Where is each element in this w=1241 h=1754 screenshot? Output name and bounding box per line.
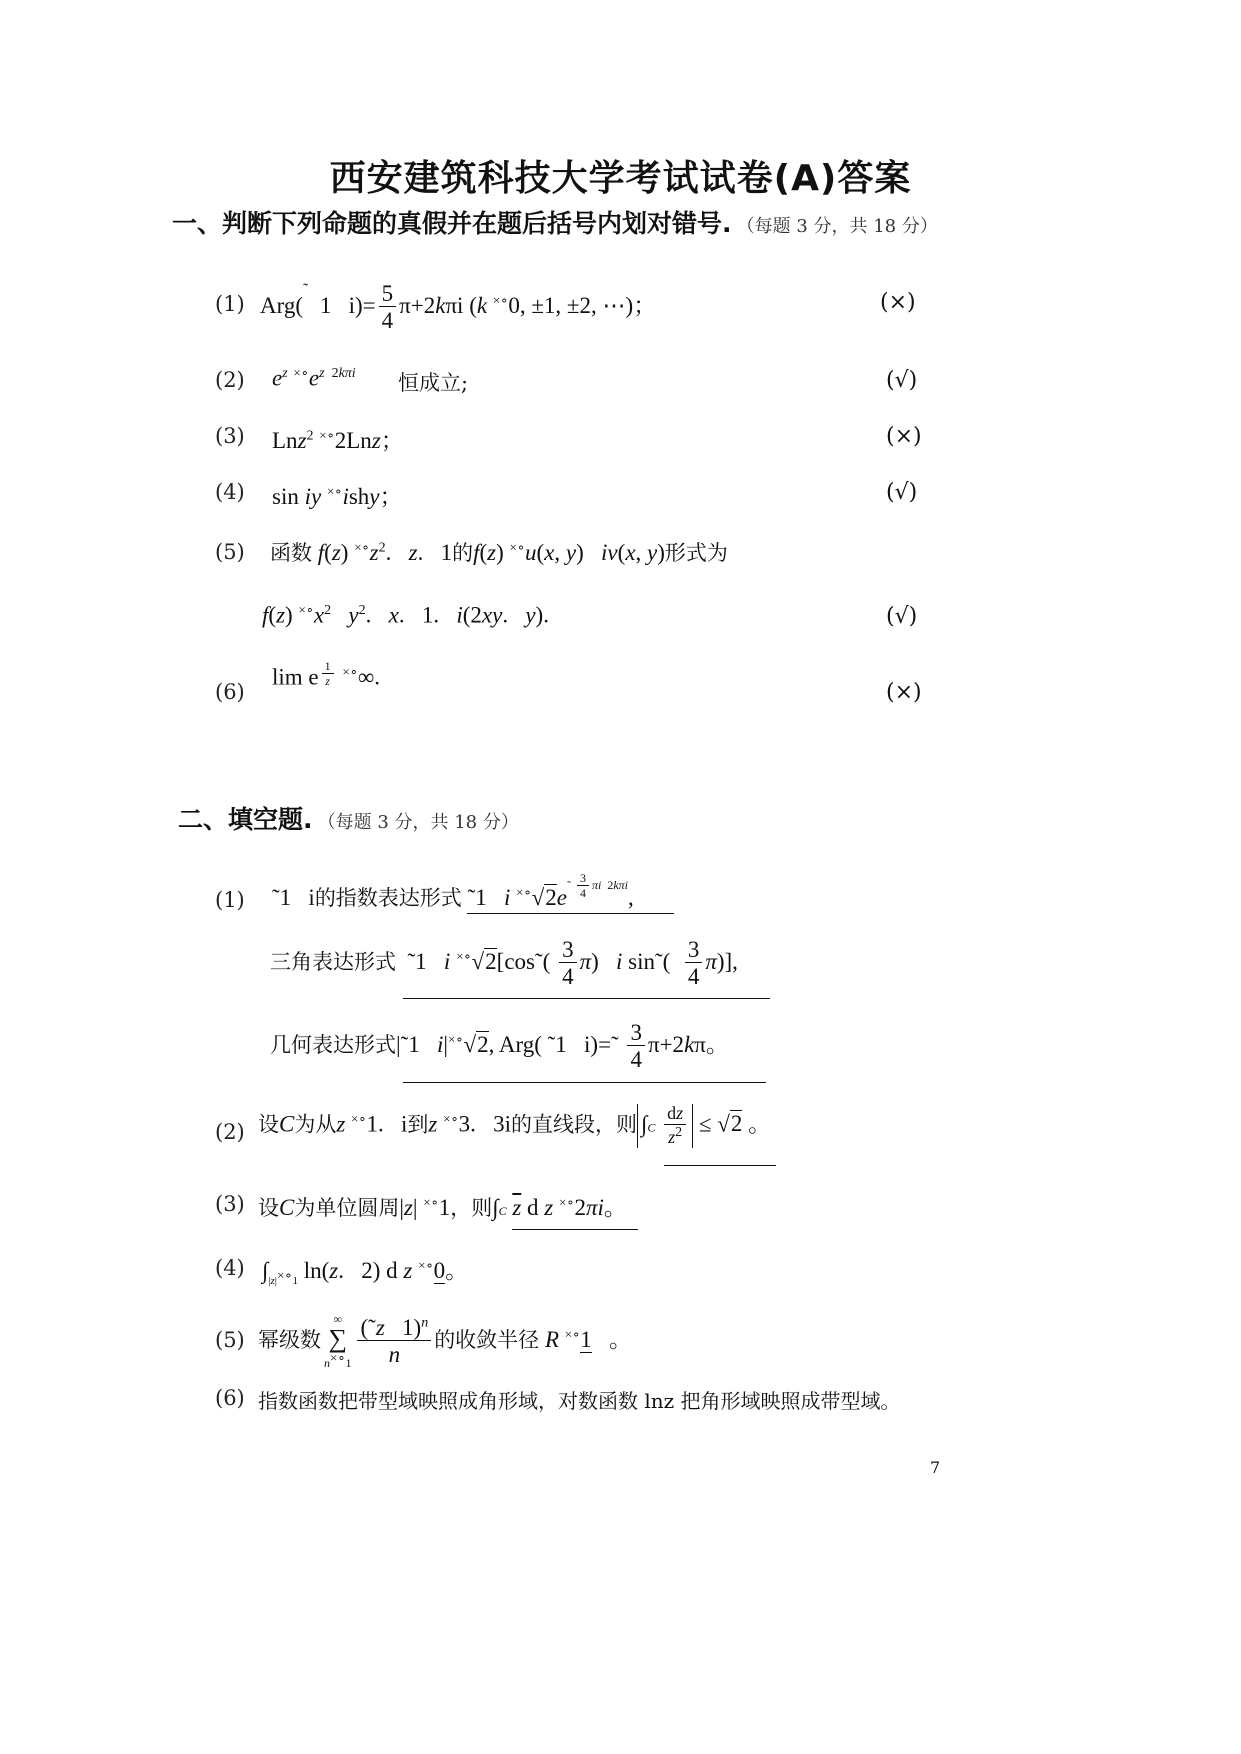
s2-item1-num: (1) bbox=[215, 888, 245, 912]
s1-item2-num: (2) bbox=[215, 368, 245, 392]
s2-item4-num: (4) bbox=[215, 1256, 245, 1280]
s1-item4-formula: sin iy ×∘ishy； bbox=[272, 483, 403, 509]
s1-item2-mark: (√) bbox=[886, 368, 918, 393]
s2-item5 bbox=[215, 1328, 245, 1352]
s2-item2-text2: 为从 bbox=[294, 1112, 337, 1137]
s1-item3-num: (3) bbox=[215, 424, 245, 448]
s2-item2-answer-underline bbox=[664, 1165, 776, 1166]
s1-item4-num: (4) bbox=[215, 480, 245, 504]
s1-item6-mark: (×) bbox=[886, 680, 922, 705]
s1-item5 bbox=[215, 540, 245, 564]
s1-item1-mark: (×) bbox=[880, 290, 916, 315]
s1-item1 bbox=[215, 292, 245, 316]
section2-heading: 二、填空题. （每题 3 分，共 18 分） bbox=[178, 805, 519, 834]
s2-item1-text2: 三角表达形式 bbox=[270, 950, 396, 975]
s2-item5-text2: 的收敛半径 bbox=[434, 1327, 540, 1352]
s2-item2-formula: 设C为从z ×∘1. i到z ×∘3. 3i的直线段，则 ∫C $\frac{dz}{z^2}$ ≤ √2 。 bbox=[258, 1103, 772, 1147]
s2-item6-num: (6) bbox=[215, 1386, 245, 1410]
s1-item5-formula2: f(z) $^{\times\circ}x^2$ $y^2$. x. 1. i(2xy. y). bbox=[262, 602, 549, 628]
s2-item2-text4: 的直线段，则 bbox=[511, 1112, 637, 1137]
s1-item4 bbox=[215, 480, 245, 504]
section1-heading-text: 一、判断下列命题的真假并在题后括号内划对错号 bbox=[172, 209, 723, 238]
s2-item3 bbox=[215, 1192, 245, 1216]
page-number: 7 bbox=[930, 1458, 941, 1477]
s1-item5-text1: 函数 bbox=[270, 541, 312, 565]
s2-item6 bbox=[215, 1386, 245, 1410]
s2-item1-answer1-underline bbox=[467, 913, 674, 914]
s1-item2-text: 恒成立; bbox=[398, 371, 469, 395]
s2-item1-text1: 的指数表达形式 bbox=[314, 886, 462, 910]
s2-item1-line1: ˜1 i的指数表达形式 ˜1 i $^{\times\circ}√2e^{˜ \frac{3}{4} \pi i 2k\pi i}$, bbox=[272, 871, 634, 910]
s1-item3-formula: Lnz$^2$ ×∘2Lnz； bbox=[272, 427, 404, 453]
s1-item2 bbox=[215, 368, 245, 392]
section1-heading: 一、判断下列命题的真假并在题后括号内划对错号. （每题 3 分，共 18 分） bbox=[172, 209, 938, 238]
s2-item3-text2: 为单位圆周 bbox=[294, 1196, 400, 1220]
s1-item5-text3: 形式为 bbox=[664, 541, 728, 565]
s2-item2-num: (2) bbox=[215, 1120, 245, 1144]
s1-item6-formula: lim e $\frac{1}{z}$ ×∘∞. bbox=[272, 659, 381, 690]
s2-item1-line2: 三角表达形式 ˜1 i ×∘√2[cos˜( $\frac{3}{4}$ π) i sin˜( $\frac{3}{4}$ π)], bbox=[270, 937, 738, 990]
s2-item2-text1: 设 bbox=[258, 1112, 279, 1137]
s2-item1-answer2-underline bbox=[403, 998, 770, 999]
s2-item3-text3: ，则 bbox=[450, 1196, 493, 1220]
s1-item1-num: (1) bbox=[215, 292, 245, 316]
s1-item5-mark: (√) bbox=[886, 604, 918, 629]
s2-item1 bbox=[215, 888, 245, 912]
s2-item3-answer-underline bbox=[512, 1229, 638, 1230]
s2-item4-formula: $\int_{|z|\times\circ 1}$ ln(z. 2) d z ×∘0。 bbox=[262, 1257, 469, 1287]
s2-item5-formula: 幂级数 ∞ ∑ n×∘1 $\frac{(˜z 1)^n}{n}$ 的收敛半径 R ×∘1 。 bbox=[258, 1312, 632, 1371]
section1-note: （每题 3 分，共 18 分） bbox=[736, 216, 938, 237]
s1-item2-formula: $e^z$ $^{\times\circ}e^{z 2k\pi i}$ bbox=[272, 365, 356, 391]
s1-item5-num: (5) bbox=[215, 540, 245, 564]
s2-item1-text3: 几何表达形式 bbox=[270, 1033, 396, 1058]
s2-item3-text1: 设 bbox=[258, 1196, 279, 1220]
s2-item2 bbox=[215, 1120, 245, 1144]
section2-note: （每题 3 分，共 18 分） bbox=[317, 812, 519, 833]
s2-item4 bbox=[215, 1256, 245, 1280]
s1-item1-formula: Arg(˜ 1 i)= $\frac{5}{4}$ π+2kπi (k ×∘0, ±1, ±2, ⋯)； bbox=[260, 281, 657, 334]
page-title: 西安建筑科技大学考试试卷(A)答案 bbox=[329, 158, 912, 199]
s1-item5-formula: 函数 f(z) $^{\times\circ}z^2$. z. 1的f(z) ×∘u(x, y) iv(x, y)形式为 bbox=[270, 539, 728, 565]
s1-item6 bbox=[215, 680, 245, 704]
s2-item6-text: 指数函数把带型域映照成角形域，对数函数 lnz 把角形域映照成带型域。 bbox=[258, 1389, 901, 1413]
s2-item5-num: (5) bbox=[215, 1328, 245, 1352]
s2-item1-line3: 几何表达形式|˜1 i|×∘√2, Arg( ˜1 i)=˜ $\frac{3}{4}$ π+2kπ。 bbox=[270, 1020, 729, 1073]
s2-item5-text1: 幂级数 bbox=[258, 1327, 321, 1352]
s2-item3-formula: 设C为单位圆周|z| ×∘1，则∫C $\overline{z}$ d z ×∘2πi。 bbox=[258, 1194, 627, 1220]
s1-item4-mark: (√) bbox=[886, 480, 918, 505]
s2-item1-answer3-underline bbox=[403, 1082, 766, 1083]
s2-item2-text3: 到 bbox=[407, 1112, 429, 1137]
s2-item3-num: (3) bbox=[215, 1192, 245, 1216]
s1-item3 bbox=[215, 424, 245, 448]
s1-item5-text2: 的 bbox=[452, 541, 474, 565]
s1-item3-mark: (×) bbox=[886, 424, 922, 449]
section2-heading-text: 二、填空题 bbox=[178, 805, 304, 834]
s1-item6-num: (6) bbox=[215, 680, 245, 704]
